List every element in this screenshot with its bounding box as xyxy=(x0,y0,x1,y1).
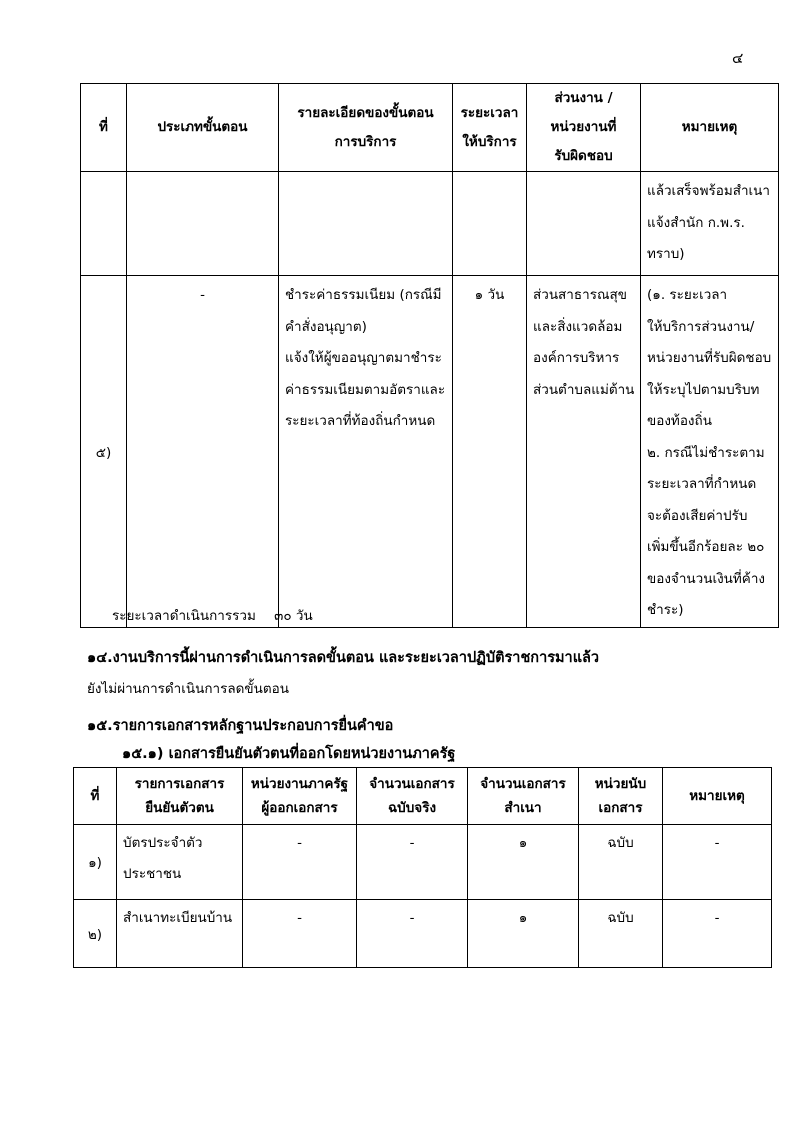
remark-line: ของท้องถิ่น xyxy=(647,413,712,429)
cell-remark: - xyxy=(663,900,772,968)
section-15-1-heading: ๑๕.๑) เอกสารยืนยันตัวตนที่ออกโดยหน่วยงานภาครัฐ xyxy=(122,746,456,762)
remark-line: ระยะเวลาที่กำหนด xyxy=(647,476,757,492)
header-time-line: ให้บริการ xyxy=(462,133,517,150)
header-remark: หมายเหตุ xyxy=(641,84,779,172)
header-original xyxy=(357,768,468,825)
doc-line: ประชาชน xyxy=(123,866,182,882)
header-original-line: ฉบับจริง xyxy=(387,800,437,816)
total-time-label: ระยะเวลาดำเนินการรวม xyxy=(112,608,256,624)
cell-time: ๑ วัน xyxy=(453,276,527,628)
header-agency-line: ส่วนงาน / xyxy=(554,90,613,106)
agency-line: และสิ่งแวดล้อม xyxy=(533,318,623,335)
header-time-line: ระยะเวลา xyxy=(460,104,519,121)
header-type: ประเภทขั้นตอน xyxy=(127,84,279,172)
cell-type xyxy=(127,172,279,276)
header-doc-line: รายการเอกสาร xyxy=(134,776,225,792)
remark-line: ชำระ) xyxy=(647,602,684,618)
remark-line: จะต้องเสียค่าปรับ xyxy=(647,507,748,524)
cell-no xyxy=(81,172,127,276)
process-steps-table xyxy=(80,83,779,628)
page-number: ๔ xyxy=(732,49,744,67)
agency-line: องค์การบริหาร xyxy=(533,350,620,366)
detail-line: ค่าธรรมเนียมตามอัตราและ xyxy=(285,381,446,398)
cell-copy: ๑ xyxy=(468,900,579,968)
header-agency-line: รับผิดชอบ xyxy=(554,148,613,164)
header-detail-line: การบริการ xyxy=(334,133,397,150)
table-header-row xyxy=(81,84,779,172)
remark-line: หน่วยงานที่รับผิดชอบ xyxy=(647,350,772,366)
header-unit-line: เอกสาร xyxy=(598,800,643,816)
header-no: ที่ xyxy=(81,84,127,172)
remark-line: ของจำนวนเงินที่ค้าง xyxy=(647,570,765,587)
agency-line: ส่วนตำบลแม่ต้าน xyxy=(533,381,635,398)
cell-copy: ๑ xyxy=(468,825,579,900)
detail-line: แจ้งให้ผู้ขออนุญาตมาชำระ xyxy=(285,350,442,366)
cell-remark: - xyxy=(663,825,772,900)
detail-line: คำสั่งอนุญาต) xyxy=(285,318,367,335)
detail-line: ชำระค่าธรรมเนียม (กรณีมี xyxy=(285,287,442,303)
cell-detail xyxy=(279,276,453,628)
header-doc xyxy=(117,768,243,825)
total-processing-time xyxy=(112,604,313,626)
cell-unit: ฉบับ xyxy=(579,900,663,968)
detail-line: ระยะเวลาที่ท้องถิ่นกำหนด xyxy=(285,413,436,429)
section-14-text: ยังไม่ผ่านการดำเนินการลดขั้นตอน xyxy=(87,681,289,697)
cell-no: ๕) xyxy=(81,276,127,628)
remark-line: แล้วเสร็จพร้อมสำเนา xyxy=(647,183,770,199)
doc-line: บัตรประจำตัว xyxy=(123,835,203,851)
cell-detail xyxy=(279,172,453,276)
cell-original: - xyxy=(357,900,468,968)
header-detail-line: รายละเอียดของขั้นตอน xyxy=(297,104,434,121)
cell-agency xyxy=(527,172,641,276)
header-issuer-line: ผู้ออกเอกสาร xyxy=(261,800,338,816)
cell-remark xyxy=(641,172,779,276)
cell-issuer: - xyxy=(243,900,357,968)
header-agency xyxy=(527,84,641,172)
cell-doc xyxy=(117,825,243,900)
cell-no: ๑) xyxy=(74,825,117,900)
remark-line: แจ้งสำนัก ก.พ.ร. xyxy=(647,214,745,231)
cell-unit: ฉบับ xyxy=(579,825,663,900)
cell-agency xyxy=(527,276,641,628)
remark-line: ให้บริการส่วนงาน/ xyxy=(647,318,755,335)
header-no: ที่ xyxy=(74,768,117,825)
table-row xyxy=(74,825,772,900)
remark-line: เพิ่มขึ้นอีกร้อยละ ๒๐ xyxy=(647,539,765,555)
header-copy-line: จำนวนเอกสาร xyxy=(480,776,566,792)
remark-line: (๑. ระยะเวลา xyxy=(647,287,728,303)
total-time-value: ๓๐ วัน xyxy=(274,608,313,624)
table-row xyxy=(81,172,779,276)
header-original-line: จำนวนเอกสาร xyxy=(369,776,455,792)
cell-time xyxy=(453,172,527,276)
agency-line: ส่วนสาธารณสุข xyxy=(533,287,627,303)
header-unit-line: หน่วยนับ xyxy=(594,776,647,792)
header-agency-line: หน่วยงานที่ xyxy=(550,119,617,135)
table-row xyxy=(81,276,779,628)
table-row xyxy=(74,900,772,968)
header-doc-line: ยืนยันตัวตน xyxy=(145,800,214,816)
header-detail xyxy=(279,84,453,172)
header-remark: หมายเหตุ xyxy=(663,768,772,825)
cell-doc xyxy=(117,900,243,968)
doc-line: สำเนาทะเบียนบ้าน xyxy=(123,910,233,926)
header-time xyxy=(453,84,527,172)
header-copy xyxy=(468,768,579,825)
header-issuer-line: หน่วยงานภาครัฐ xyxy=(250,776,349,792)
cell-no: ๒) xyxy=(74,900,117,968)
cell-issuer: - xyxy=(243,825,357,900)
section-14-heading: ๑๔.งานบริการนี้ผ่านการดำเนินการลดขั้นตอน และระยะเวลาปฏิบัติราชการมาแล้ว xyxy=(87,650,600,666)
section-15-heading: ๑๕.รายการเอกสารหลักฐานประกอบการยื่นคำขอ xyxy=(87,718,394,734)
table-header-row xyxy=(74,768,772,825)
identity-documents-table xyxy=(73,767,772,968)
cell-type: - xyxy=(127,276,279,628)
header-unit xyxy=(579,768,663,825)
cell-remark xyxy=(641,276,779,628)
header-issuer xyxy=(243,768,357,825)
remark-line: ๒. กรณีไม่ชำระตาม xyxy=(647,444,765,461)
remark-line: ให้ระบุไปตามบริบท xyxy=(647,381,760,398)
cell-original: - xyxy=(357,825,468,900)
remark-line: ทราบ) xyxy=(647,246,685,262)
header-copy-line: สำเนา xyxy=(504,800,542,816)
